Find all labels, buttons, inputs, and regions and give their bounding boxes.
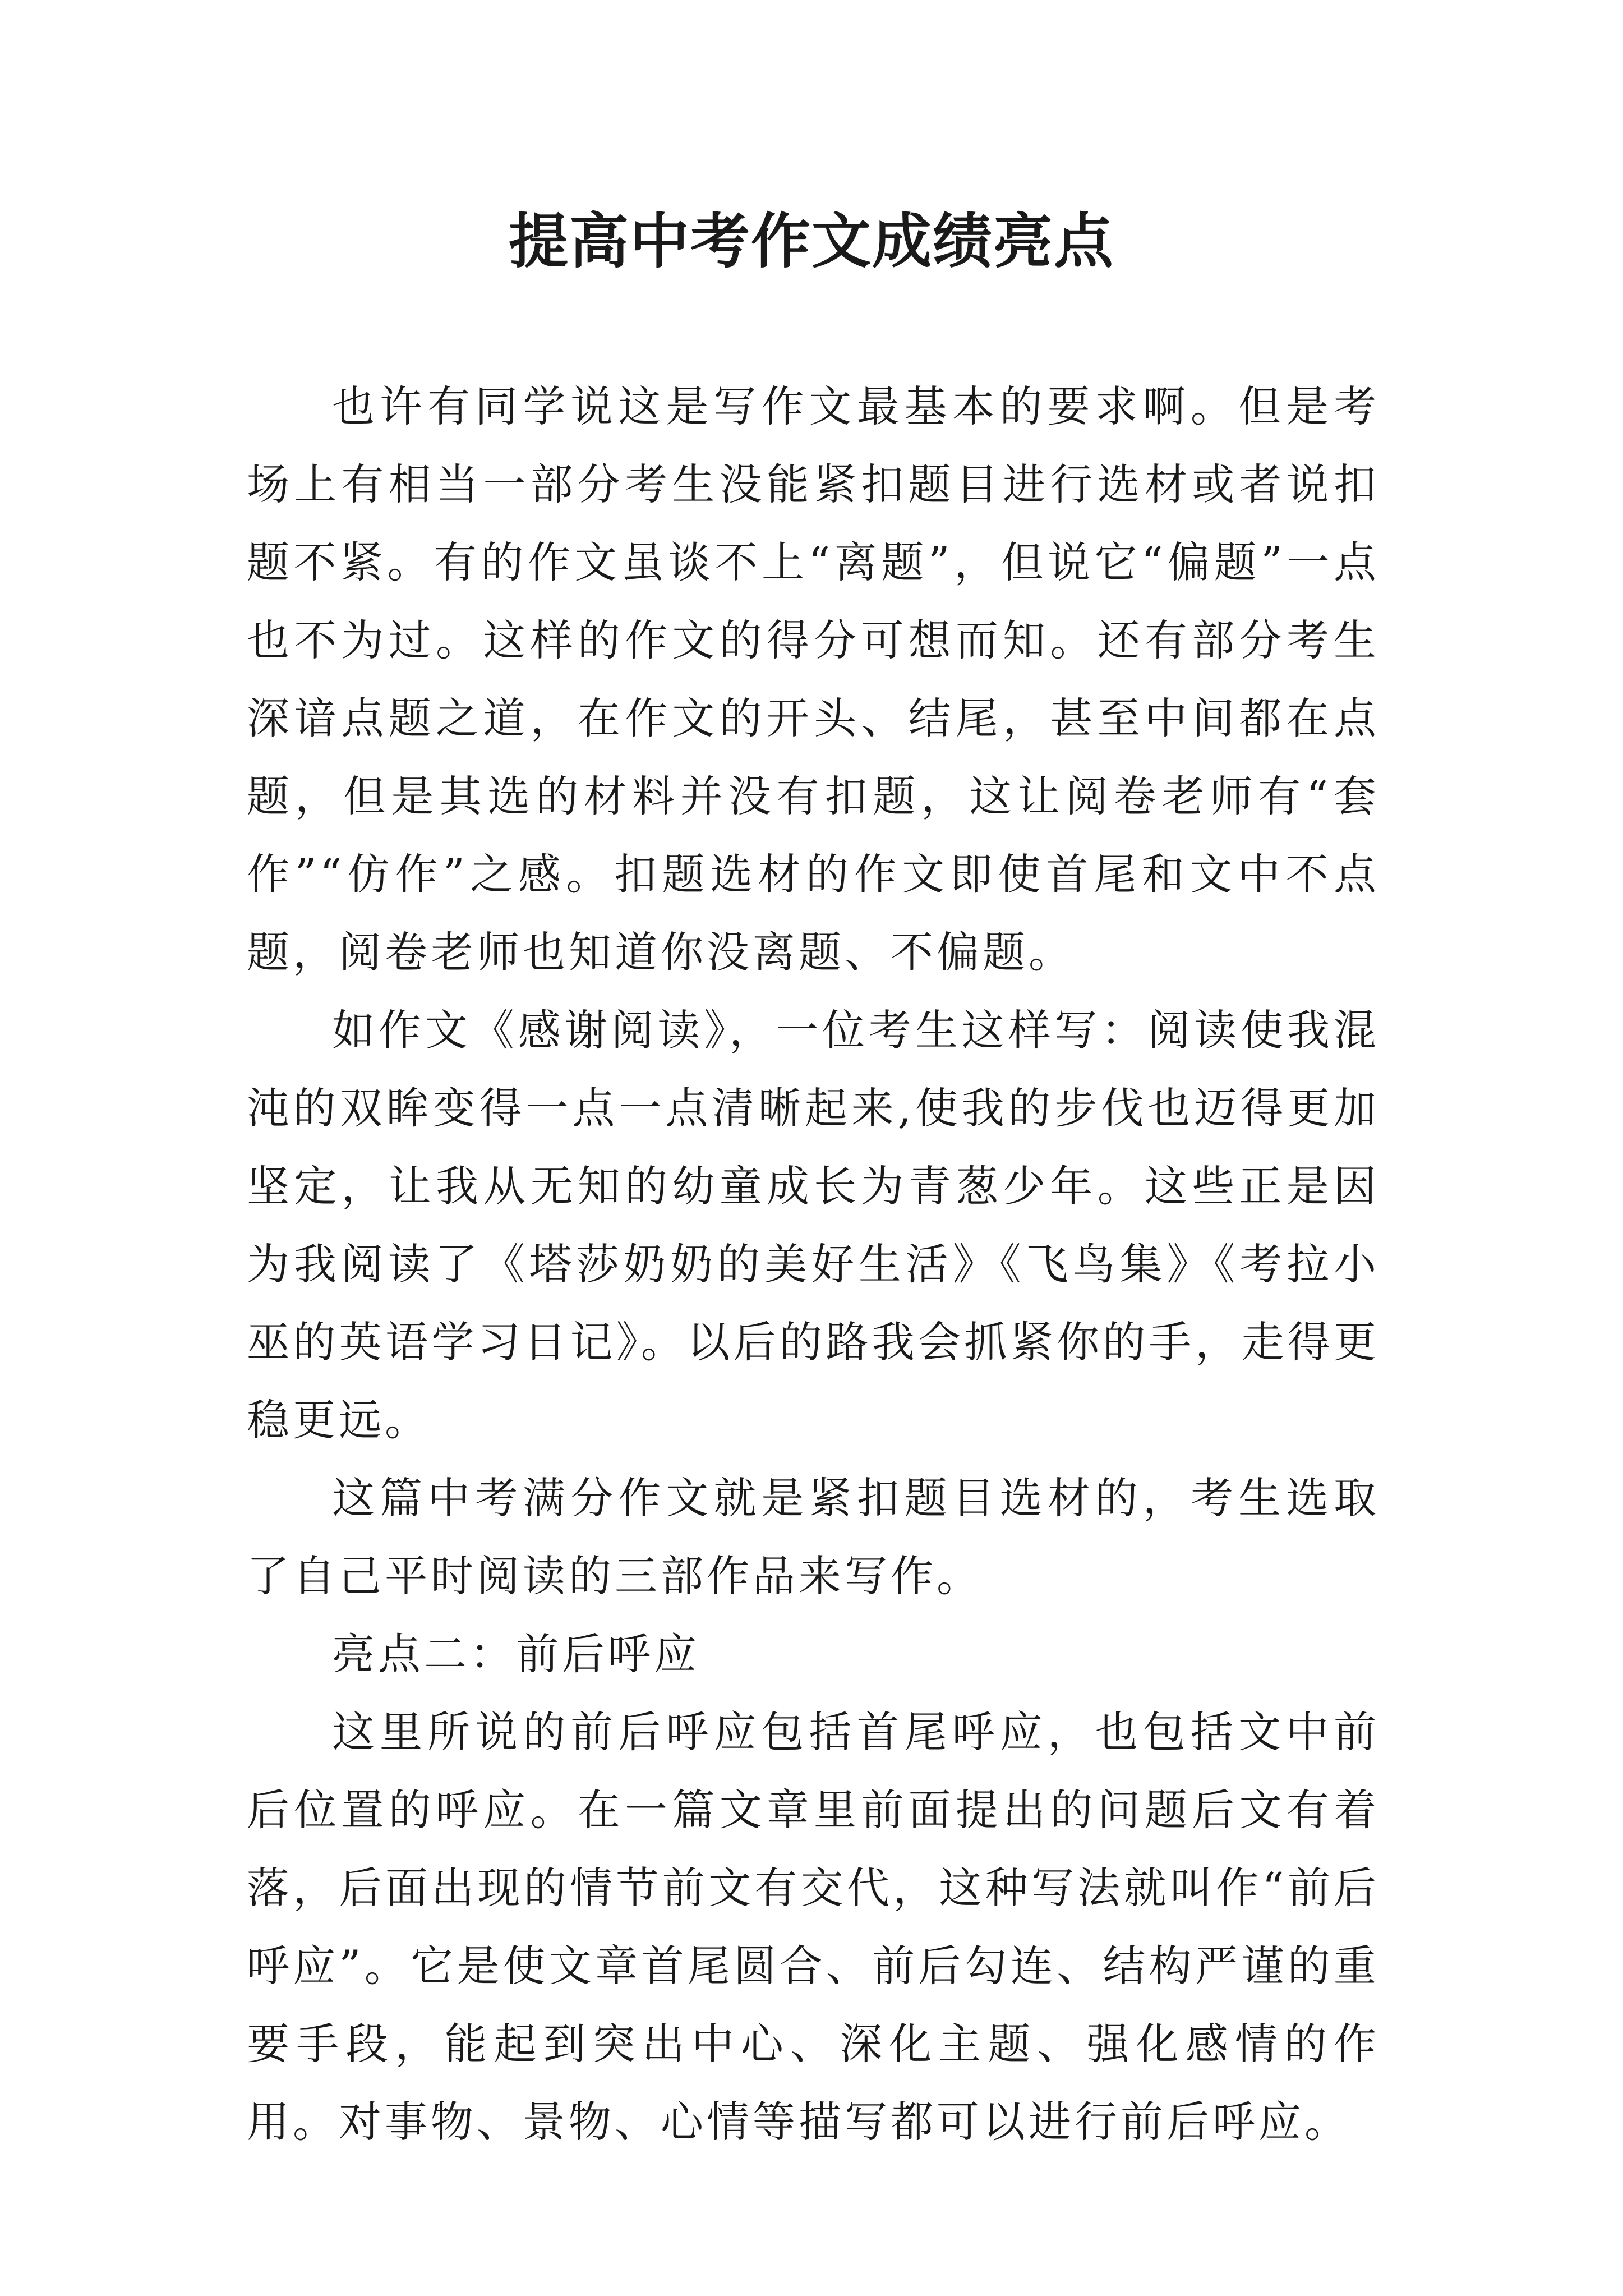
paragraph: 这里所说的前后呼应包括首尾呼应，也包括文中前后位置的呼应。在一篇文章里前面提出的问题后文有着落，后面出现的情节前文有交代，这种写法就叫作“前后呼应”。它是使文章首尾圆合、前后勾连、结构严谨的重要手段，能起到突出中心、深化主题、强化感情的作用。对事物、景物、心情等描写都可以进行前后呼应。 — [247, 1707, 1380, 2147]
section-heading: 亮点二：前后呼应 — [332, 1629, 700, 1679]
document-title: 提高中考作文成绩亮点 — [509, 206, 1114, 276]
document-body — [247, 367, 1380, 2161]
paragraph: 也许有同学说这是写作文最基本的要求啊。但是考场上有相当一部分考生没能紧扣题目进行选材或者说扣题不紧。有的作文虽谈不上“离题”，但说它“偏题”一点也不为过。这样的作文的得分可想而知。还有部分考生深谙点题之道，在作文的开头、结尾，甚至中间都在点题，但是其选的材料并没有扣题，这让阅卷老师有“套作”“仿作”之感。扣题选材的作文即使首尾和文中不点题，阅卷老师也知道你没离题、不偏题。 — [247, 381, 1380, 977]
paragraph: 这篇中考满分作文就是紧扣题目选材的，考生选取了自己平时阅读的三部作品来写作。 — [247, 1473, 1380, 1601]
paragraph: 如作文《感谢阅读》，一位考生这样写：阅读使我混沌的双眸变得一点一点清晰起来,使我的步伐也迈得更加坚定，让我从无知的幼童成长为青葱少年。这些正是因为我阅读了《塔莎奶奶的美好生活》《飞鸟集》《考拉小巫的英语学习日记》。以后的路我会抓紧你的手，走得更稳更远。 — [247, 1005, 1380, 1445]
